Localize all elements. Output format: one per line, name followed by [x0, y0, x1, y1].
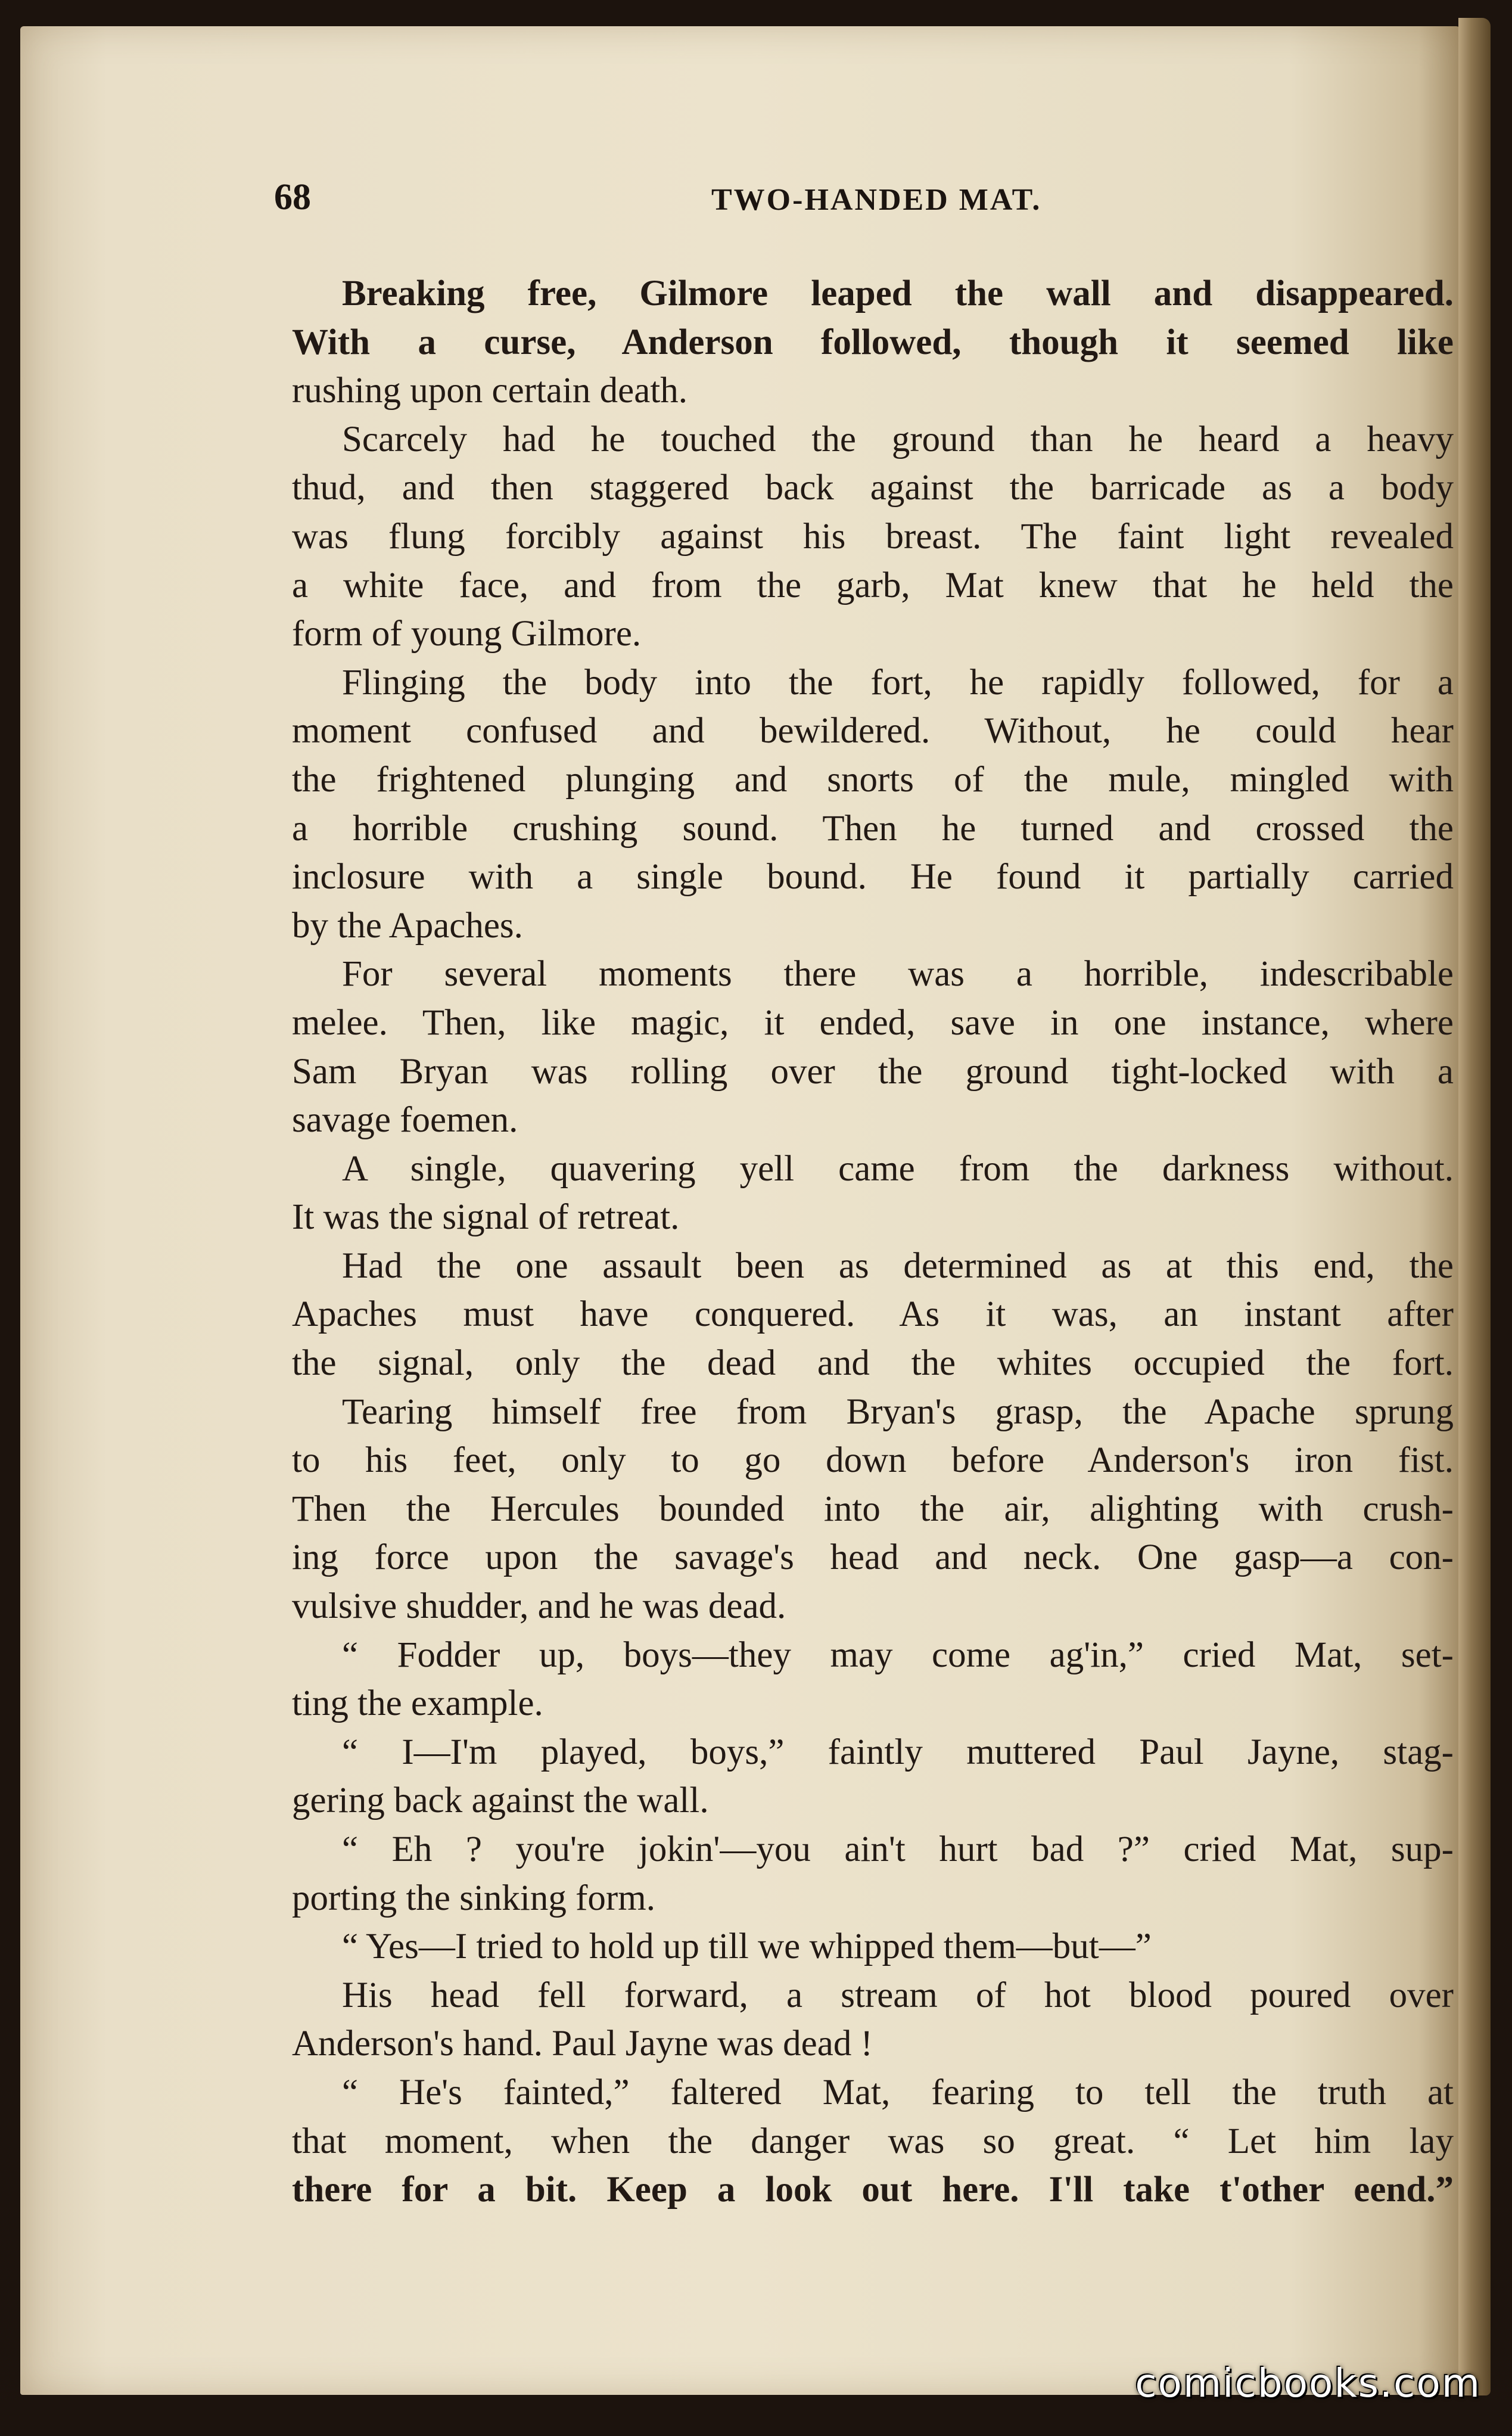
text-line: porting the sinking form. [292, 1878, 655, 1918]
text-line: Apaches must have conquered. As it was, an instant after [292, 1294, 1454, 1335]
text-line: “ Fodder up, boys—they may come ag'in,” cried Mat, set- [342, 1635, 1454, 1675]
running-head [20, 176, 1462, 230]
text-line: “ He's fainted,” faltered Mat, fearing to tell the truth at [342, 2072, 1454, 2112]
text-line: the signal, only the dead and the whites occupied the fort. [292, 1343, 1454, 1384]
page-edge [1458, 18, 1491, 2395]
text-line: vulsive shudder, and he was dead. [292, 1586, 786, 1627]
text-line: form of young Gilmore. [292, 614, 642, 654]
text-line: Flinging the body into the fort, he rapidly followed, for a [342, 662, 1454, 703]
text-line: moment confused and bewildered. Without, he could hear [292, 711, 1454, 751]
watermark: comicbooks.com [1135, 2360, 1481, 2406]
text-line: It was the signal of retreat. [292, 1197, 680, 1238]
text-line: “ I—I'm played, boys,” faintly muttered Paul Jayne, stag- [342, 1732, 1454, 1772]
running-title: TWO-HANDED MAT. [711, 183, 1042, 217]
text-line: Tearing himself free from Bryan's grasp, the Apache sprung [342, 1391, 1454, 1432]
text-line: “ Yes—I tried to hold up till we whipped them—but—” [342, 1927, 1152, 1967]
body-text [292, 269, 1454, 2214]
text-line: Anderson's hand. Paul Jayne was dead ! [292, 2024, 873, 2064]
text-line: For several moments there was a horrible, indescribable [342, 954, 1454, 995]
text-line: Scarcely had he touched the ground than he heard a heavy [342, 419, 1454, 459]
text-line: With a curse, Anderson followed, though it seemed like [292, 322, 1454, 362]
text-line: the frightened plunging and snorts of the mule, mingled with [292, 759, 1454, 800]
text-line: Sam Bryan was rolling over the ground tight-locked with a [292, 1051, 1454, 1092]
text-line: melee. Then, like magic, it ended, save in one instance, where [292, 1002, 1454, 1043]
text-line: inclosure with a single bound. He found it partially carried [292, 857, 1454, 897]
text-line: A single, quavering yell came from the darkness without. [342, 1148, 1454, 1189]
text-line: that moment, when the danger was so great. “ Let him lay [292, 2121, 1454, 2161]
text-line: rushing upon certain death. [292, 371, 688, 411]
text-line: a white face, and from the garb, Mat knew that he held the [292, 565, 1454, 605]
text-line: savage foemen. [292, 1100, 518, 1141]
text-line: by the Apaches. [292, 905, 523, 946]
text-line: to his feet, only to go down before Anderson's iron fist. [292, 1440, 1454, 1481]
text-line: gering back against the wall. [292, 1781, 709, 1821]
text-line: ing force upon the savage's head and neck. One gasp—a con- [292, 1537, 1454, 1578]
text-line: ting the example. [292, 1683, 543, 1724]
text-line: there for a bit. Keep a look out here. I'll take t'other eend.” [292, 2170, 1454, 2210]
text-line: thud, and then staggered back against the barricade as a body [292, 468, 1454, 508]
text-line: was flung forcibly against his breast. The faint light revealed [292, 516, 1454, 557]
page-number: 68 [274, 177, 311, 218]
text-line: Had the one assault been as determined as at this end, the [342, 1245, 1454, 1286]
book-page [20, 26, 1462, 2395]
text-line: His head fell forward, a stream of hot blood poured over [342, 1975, 1454, 2015]
text-line: Breaking free, Gilmore leaped the wall and disappeared. [342, 274, 1454, 313]
text-line: “ Eh ? you're jokin'—you ain't hurt bad ?” cried Mat, sup- [342, 1829, 1454, 1869]
text-line: Then the Hercules bounded into the air, alighting with crush- [292, 1489, 1454, 1529]
text-line: a horrible crushing sound. Then he turned and crossed the [292, 808, 1454, 849]
